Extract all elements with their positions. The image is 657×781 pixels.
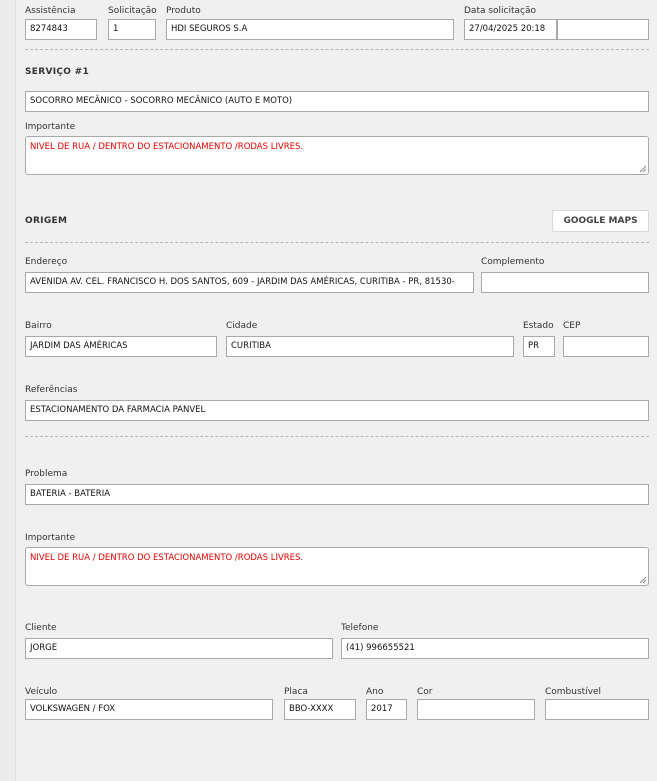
estado-field[interactable]: PR [523, 336, 555, 357]
ano-field[interactable]: 2017 [366, 699, 407, 720]
bairro-label: Bairro [25, 321, 52, 331]
estado-label: Estado [523, 321, 554, 331]
data-solicitacao-label: Data solicitação [464, 6, 537, 16]
servico-importante-label: Importante [25, 122, 76, 132]
bairro-field[interactable]: JARDIM DAS AMÉRICAS [25, 336, 217, 357]
data-solicitacao-field[interactable]: 27/04/2025 20:18 [464, 19, 557, 40]
google-maps-button[interactable]: GOOGLE MAPS [552, 210, 649, 232]
data-solicitacao-extra-field[interactable] [557, 19, 649, 40]
referencias-field[interactable]: ESTACIONAMENTO DA FARMACIA PANVEL [25, 400, 649, 421]
assistencia-field[interactable]: 8274843 [25, 19, 97, 40]
problema-field[interactable]: BATERIA - BATERIA [25, 484, 649, 505]
problema-importante-textarea[interactable] [25, 547, 649, 586]
combustivel-label: Combustível [545, 687, 602, 697]
divider [25, 49, 649, 50]
cep-field[interactable] [563, 336, 649, 357]
servico-importante-textarea[interactable] [25, 136, 649, 175]
cliente-field[interactable]: JORGE [25, 638, 333, 659]
complemento-field[interactable] [481, 272, 649, 293]
problema-importante-label: Importante [25, 533, 76, 543]
solicitacao-field[interactable]: 1 [108, 19, 156, 40]
veiculo-field[interactable]: VOLKSWAGEN / FOX [25, 699, 273, 720]
placa-field[interactable]: BBO-XXXX [284, 699, 356, 720]
divider [25, 436, 649, 437]
cidade-field[interactable]: CURITIBA [226, 336, 514, 357]
endereco-label: Endereço [25, 257, 68, 267]
complemento-label: Complemento [481, 257, 545, 267]
cep-label: CEP [563, 321, 581, 331]
combustivel-field[interactable] [545, 699, 649, 720]
resize-grip-icon[interactable] [639, 165, 647, 173]
problema-importante-text: NIVEL DE RUA / DENTRO DO ESTACIONAMENTO /RODAS LIVRES. [30, 553, 304, 563]
produto-label: Produto [166, 6, 201, 16]
cidade-label: Cidade [226, 321, 258, 331]
servico-importante-text: NIVEL DE RUA / DENTRO DO ESTACIONAMENTO /RODAS LIVRES. [30, 142, 304, 152]
divider [25, 242, 649, 243]
telefone-field[interactable]: (41) 996655521 [341, 638, 649, 659]
cor-field[interactable] [417, 699, 535, 720]
cor-label: Cor [417, 687, 433, 697]
servico-title: SERVIÇO #1 [25, 67, 90, 77]
veiculo-label: Veículo [25, 687, 58, 697]
produto-field[interactable]: HDI SEGUROS S.A [166, 19, 454, 40]
problema-label: Problema [25, 469, 68, 479]
origem-title: ORIGEM [25, 216, 68, 226]
servico-field[interactable]: SOCORRO MECÂNICO - SOCORRO MECÂNICO (AUTO E MOTO) [25, 91, 649, 112]
endereco-field[interactable]: AVENIDA AV. CEL. FRANCISCO H. DOS SANTOS, 609 - JARDIM DAS AMÉRICAS, CURITIBA - PR, 81530- [25, 272, 474, 293]
referencias-label: Referências [25, 385, 78, 395]
cliente-label: Cliente [25, 623, 57, 633]
ano-label: Ano [366, 687, 384, 697]
placa-label: Placa [284, 687, 308, 697]
resize-grip-icon[interactable] [639, 576, 647, 584]
solicitacao-label: Solicitação [108, 6, 157, 16]
assistencia-label: Assistência [25, 6, 76, 16]
left-sidebar-strip [0, 0, 16, 781]
telefone-label: Telefone [341, 623, 379, 633]
